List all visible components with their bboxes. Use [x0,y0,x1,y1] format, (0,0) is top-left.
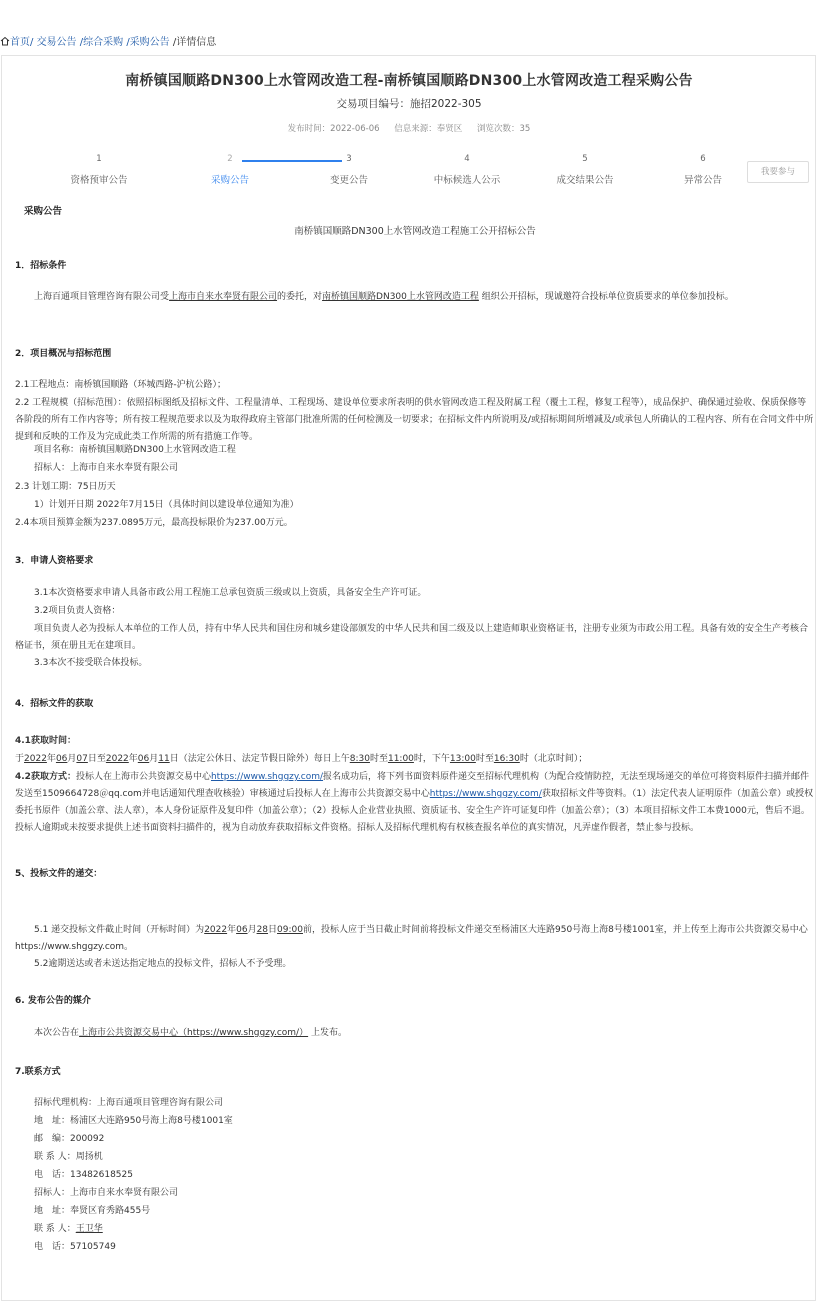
s2-tenderer: 招标人：上海市自来水奉贤有限公司 [34,463,179,473]
home-icon[interactable] [0,36,10,46]
process-steps [0,152,760,197]
text: 月 [67,754,77,764]
text: 月 [247,925,257,935]
s3-no-consortium: 3.3本次不接受联合体投标。 [34,658,148,668]
text: 月 [149,754,159,764]
s2-duration: 2.3 计划工期：75日历天 [15,482,116,492]
month: 06 [55,754,68,764]
time: 16:30 [493,754,520,764]
view-count: 浏览次数：35 [477,124,531,134]
text: 年 [128,754,138,764]
breadcrumb-home[interactable]: 首页/ [10,37,34,48]
step-label: 资格预审公告 [70,175,128,186]
time: 13:00 [449,754,476,764]
text: 前，投标人应于当日截止时间前将投标文件递交至杨浦区大连路950号海上海8号楼1001室，并上传至上海市公共资源交易中心https://www.shggzy.com。 [15,925,808,952]
step-change[interactable] [289,152,409,186]
text: 上海百通项目管理咨询有限公司受 [34,292,170,302]
text: 于 [15,754,25,764]
text: 组织公开招标，现诚邀符合投标单位资质要求的单位参加投标。 [478,292,734,302]
project-name: 南桥镇国顺路DN300上水管网改造工程 [322,292,479,302]
day: 28 [256,925,269,935]
contact-line: 招标人：上海市自来水奉贤有限公司 [34,1188,179,1198]
text: 的委托，对 [277,292,323,302]
text: 联 系 人： [34,1224,76,1234]
step-number: 4 [464,154,470,164]
breadcrumb-trade-notice[interactable]: 交易公告 [36,37,77,48]
s4-time-title: 4.1获取时间： [15,736,76,746]
s5-deadline [15,922,815,956]
s6-media [34,1025,347,1042]
text: 本次公告在 [34,1028,80,1038]
heading-7: 7.联系方式 [15,1067,61,1077]
text: 获取招标文件等资料。（1）法定代表人证明原件（加盖公章）或授权委托书原件（加盖公章、法人章），本人身份证原件及复印件（加盖公章）；（2）投标人企业营业执照、资质证书、安全生产许可证复印件（加盖公章）；（3）本项目招标文件工本费1000元，售后不退。投标人逾期或未按要求提供上述书面资料扫描件的，视为自动放弃获取招标文件资格。招标人及招标代理机构有权核查报名单位的真实情况，凡弄虚作假者，禁止参与投标。 [15,789,814,833]
step-candidate[interactable] [407,152,527,186]
step-number: 5 [582,154,588,164]
text: 时至 [475,754,494,764]
s4-time [15,751,587,768]
heading-5: 5、投标文件的递交： [15,869,103,879]
s2-budget: 2.4本项目预算金额为237.0895万元，最高投标限价为237.00万元。 [15,518,293,528]
heading-1: 1．招标条件 [15,261,67,271]
year: 2022 [105,754,129,764]
step-label: 采购公告 [210,175,249,186]
step-label: 中标候选人公示 [433,175,501,186]
step-prequalification[interactable] [39,152,159,186]
step-number: 1 [96,154,102,164]
step-label: 成交结果公告 [556,175,614,186]
step-exception[interactable] [643,152,763,186]
year: 2022 [24,754,47,764]
day: 07 [76,754,88,764]
contact-line: 招标代理机构：上海百通项目管理咨询有限公司 [34,1098,224,1108]
month: 06 [236,925,248,935]
text: 日（法定公休日、法定节假日除外）每日上午 [169,754,350,764]
step-result[interactable] [525,152,645,186]
heading-6: 6. 发布公告的媒介 [15,996,91,1006]
contact-line: 邮 编：200092 [34,1134,105,1144]
contact-line: 电 话：13482618525 [34,1170,133,1180]
media-link[interactable]: 上海市公共资源交易中心（https://www.shggzy.com/） [79,1028,309,1038]
tenderer-name: 上海市自来水奉贤有限公司 [169,292,278,302]
text: 时，下午 [413,754,450,764]
contact-name: 王卫华 [75,1224,103,1234]
s2-project-name: 项目名称：南桥镇国顺路DN300上水管网改造工程 [34,445,236,455]
project-code: 交易项目编号：施招2022-305 [336,98,482,110]
s2-location: 2.1工程地点：南桥镇国顺路（环城西路-沪杭公路）； [15,380,227,390]
info-source: 信息来源：奉贤区 [394,124,463,134]
contact-line: 电 话：57105749 [34,1242,116,1252]
s1-paragraph [34,289,734,306]
month: 06 [137,754,150,764]
breadcrumb-detail: /详情信息 [172,37,217,48]
text: 报名成功后，将下列书面资料原件递交至招标代理机构（为配合疫情防控，无法至现场递交的单位可将资料原件扫描并邮件发送至1509664728＠qq.com并电话通知代理查收核验）审核通过后投标人在上海市公共资源交易中心 [15,772,810,799]
s3-manager-title: 3.2项目负责人资格： [34,606,121,616]
text: 年 [46,754,56,764]
text: 5.1 递交投标文件截止时间（开标时间）为 [34,925,205,935]
text: 日 [268,925,278,935]
s4-method [15,769,815,837]
step-procurement[interactable] [170,152,290,186]
page-title: 南桥镇国顺路DN300上水管网改造工程-南桥镇国顺路DN300上水管网改造工程采购公告 [125,73,693,89]
contact-line: 地 址：杨浦区大连路950号海上海8号楼1001室 [34,1116,233,1126]
text: 时至 [369,754,388,764]
s2-start-date: 1）计划开日期 2022年7月15日（具体时间以建设单位通知为准） [34,500,299,510]
meta-info [0,122,818,134]
s5-late: 5.2逾期送达或者未送达指定地点的投标文件，招标人不予受理。 [34,959,292,969]
contact-line: 联 系 人：周扬机 [34,1152,103,1162]
contact-line [34,1221,103,1238]
breadcrumb-general-procurement[interactable]: /综合采购 [79,37,124,48]
step-number: 3 [346,154,352,164]
year: 2022 [204,925,228,935]
step-number: 6 [700,154,706,164]
text: 时（北京时间）； [519,754,588,764]
publish-time: 发布时间：2022-06-06 [287,124,380,134]
contact-line: 地 址：奉贤区育秀路455号 [34,1206,151,1216]
heading-3: 3．申请人资格要求 [15,556,94,566]
text: 年 [227,925,237,935]
heading-4: 4．招标文件的获取 [15,699,94,709]
text: 上发布。 [308,1028,347,1038]
step-label: 异常公告 [683,175,722,186]
s3-qualification: 3.1本次资格要求申请人具备市政公用工程施工总承包资质三级或以上资质，具备安全生产许可证。 [34,588,427,598]
breadcrumb [0,33,216,48]
text: 投标人在上海市公共资源交易中心 [75,772,211,782]
text: 日至 [87,754,106,764]
section-label: 采购公告 [24,206,63,217]
doc-title: 南桥镇国顺路DN300上水管网改造工程施工公开招标公告 [294,226,536,237]
shggzy-link[interactable]: https://www.shggzy.com/ [210,772,324,782]
shggzy-link-2[interactable]: https://www.shggzy.com/ [429,789,542,799]
step-label: 变更公告 [329,175,368,186]
s2-scope: 2.2 工程规模（招标范围）：依照招标图纸及招标文件、工程量清单、工程现场、建设单位要求所表明的供水管网改造工程及附属工程（覆土工程，修复工程等），成品保护、确保通过验收、保质保修等各阶段的所有工作内容等；所有按工程规范要求以及为取得政府主管部门批准所需的任何检测及一切要求；在招标文件内所说明及/或招标期间所增减及/或承包人所确认的工程内容、所有在合同文件中所提到和反映的工作及为完成此类工作所需的所有措施工作等。 [15,398,814,442]
step-number: 2 [227,154,233,164]
time: 09:00 [277,925,303,935]
breadcrumb-procurement-notice[interactable]: /采购公告 [126,37,170,48]
time: 8:30 [349,754,370,764]
join-button[interactable]: 我要参与 [747,161,809,183]
heading-2: 2．项目概况与招标范围 [15,349,112,359]
time: 11:00 [387,754,414,764]
s4-method-title: 4.2获取方式： [15,772,76,782]
day: 11 [158,754,170,764]
s3-manager-req: 项目负责人必为投标人本单位的工作人员，持有中华人民共和国住房和城乡建设部颁发的中华人民共和国二级及以上建造师职业资格证书，注册专业须为市政公用工程。具备有效的安全生产考核合格证书，须在册且无在建项目。 [15,624,809,651]
